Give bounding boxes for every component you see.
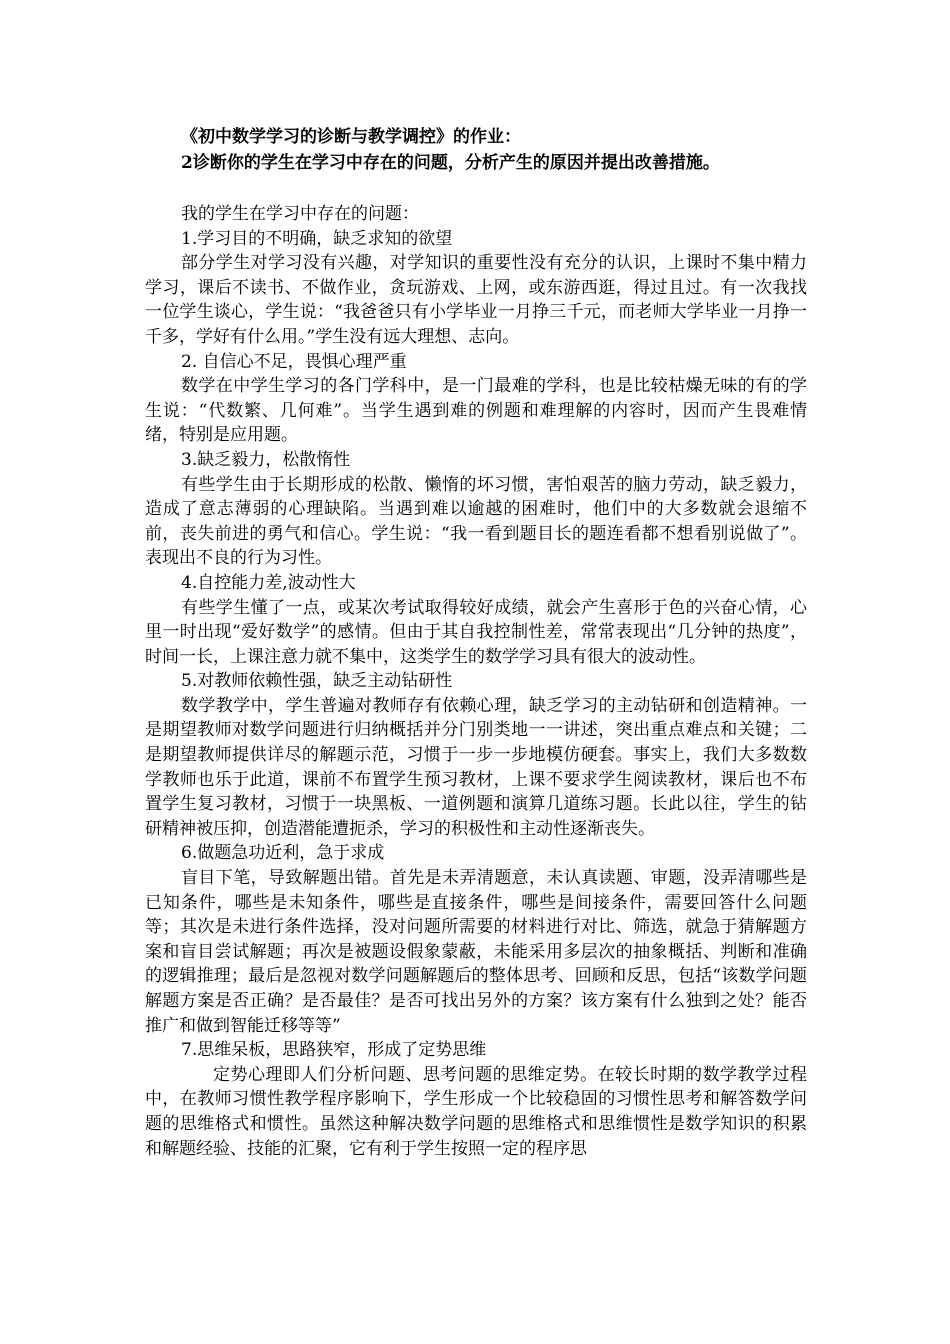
- section-6-heading: 6.做题急功近利，急于求成: [181, 843, 385, 864]
- section-5-body: 数学教学中，学生普遍对教师存有依赖心理，缺乏学习的主动钻研和创造精神。一是期望教师对数学问题进行归纳概括并分门别类地一一讲述，突出重点难点和关键；二是期望教师提供详尽的解题示范，习惯于一步一步地模仿硬套。事实上，我们大多数数学教师也乐于此道，课前不布置学生预习教材，上课不要求学生阅读教材，课后也不布置学生复习教材，习惯于一块黑板、一道例题和演算几道练习题。长此以往，学生的钻研精神被压抑，创造潜能遭扼杀，学习的积极性和主动性逐渐丧失。: [145, 695, 807, 839]
- section-3-heading: 3.缺乏毅力，松散惰性: [181, 449, 351, 470]
- section-3-body: 有些学生由于长期形成的松散、懒惰的坏习惯，害怕艰苦的脑力劳动，缺乏毅力，造成了意志薄弱的心理缺陷。当遇到难以逾越的困难时，他们中的大多数就会退缩不前，丧失前进的勇气和信心。学生说：“我一看到题目长的题连看都不想看别说做了”。表现出不良的行为习性。: [145, 474, 807, 569]
- section-2-body: 数学在中学生学习的各门学科中，是一门最难的学科，也是比较枯燥无味的有的学生说：“代数繁、几何难”。当学生遇到难的例题和难理解的内容时，因而产生畏难情绪，特别是应用题。: [145, 376, 807, 446]
- title-spacer: [145, 176, 807, 202]
- document-title-line-2: 2诊断你的学生在学习中存在的问题，分析产生的原因并提出改善措施。: [181, 153, 720, 173]
- section-6-body: 盲目下笔，导致解题出错。首先是未弄清题意，未认真读题、审题，没弄清哪些是已知条件，哪些是未知条件，哪些是直接条件，哪些是间接条件，需要回答什么问题等；其次是未进行条件选择，没对问题所需要的材料进行对比、筛选，就急于猜解题方案和盲目尝试解题；再次是被题设假象蒙蔽，未能采用多层次的抽象概括、判断和准确的逻辑推理；最后是忽视对数学问题解题后的整体思考、回顾和反思，包括“该数学问题解题方案是否正确？是否最佳？是否可找出另外的方案？该方案有什么独到之处？能否推广和做到智能迁移等等”: [145, 868, 807, 1036]
- section-2-heading: 2. 自信心不足，畏惧心理严重: [181, 351, 407, 372]
- document-page: [145, 124, 807, 1161]
- intro-line: 我的学生在学习中存在的问题：: [181, 204, 419, 224]
- section-7-heading: 7.思维呆板，思路狭窄，形成了定势思维: [181, 1040, 487, 1061]
- section-1-body: 部分学生对学习没有兴趣，对学知识的重要性没有充分的认识，上课时不集中精力学习，课后不读书、不做作业，贪玩游戏、上网，或东游西逛，得过且过。有一次我找一位学生谈心，学生说：“我爸爸只有小学毕业一月挣三千元，而老师大学毕业一月挣一千多，学好有什么用。”学生没有远大理想、志向。: [145, 253, 807, 347]
- section-5-heading: 5.对教师依赖性强，缺乏主动钻研性: [181, 671, 453, 692]
- section-4-heading: 4.自控能力差,波动性大: [181, 572, 356, 593]
- section-4-body: 有些学生懂了一点，或某次考试取得较好成绩，就会产生喜形于色的兴奋心情，心里一时出现“爱好数学”的感情。但由于其自我控制性差，常常表现出“几分钟的热度”，时间一长，上课注意力就不集中，这类学生的数学学习具有很大的波动性。: [145, 597, 807, 667]
- section-7-body: 定势心理即人们分析问题、思考问题的思维定势。在较长时期的数学教学过程中，在教师习惯性教学程序影响下，学生形成一个比较稳固的习惯性思考和解答数学问题的思维格式和惯性。虽然这种解决数学问题的思维格式和思维惯性是数学知识的积累和解题经验、技能的汇聚，它有利于学生按照一定的程序思: [145, 1064, 807, 1159]
- document-title-line-1: 《初中数学学习的诊断与教学调控》的作业：: [181, 127, 521, 147]
- section-1-heading: 1.学习目的不明确，缺乏求知的欲望: [181, 228, 453, 249]
